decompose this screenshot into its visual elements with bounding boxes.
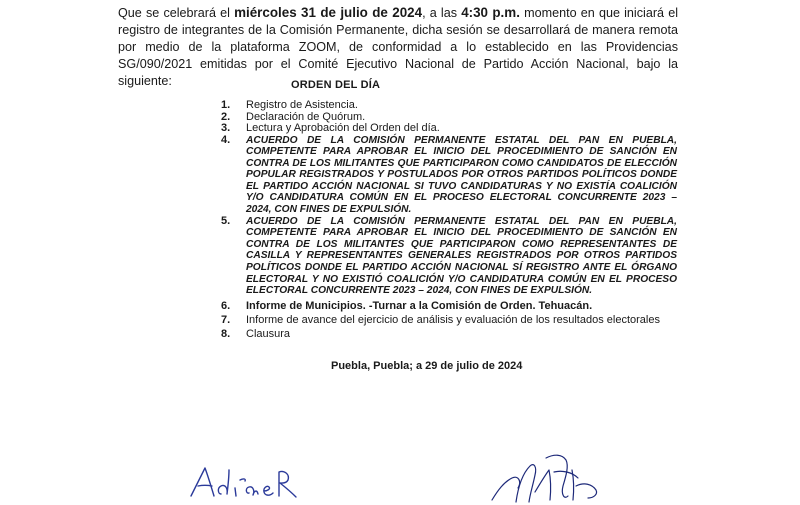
agenda-item-number: 7. bbox=[221, 314, 231, 327]
agenda-heading: ORDEN DEL DÍA bbox=[291, 79, 381, 91]
agenda-item-3 bbox=[221, 123, 677, 135]
intro-paragraph bbox=[118, 4, 678, 90]
agenda-item-number: 6. bbox=[221, 299, 231, 312]
agenda-item-number: 1. bbox=[221, 99, 231, 111]
agenda-item-6 bbox=[221, 301, 677, 313]
agenda-item-text: Clausura bbox=[246, 327, 291, 340]
session-time: 4:30 p.m. bbox=[461, 5, 520, 20]
agenda-list bbox=[221, 100, 677, 340]
agenda-item-number: 5. bbox=[221, 214, 231, 227]
agenda-item-text: ACUERDO DE LA COMISIÓN PERMANENTE ESTATAL DEL PAN EN PUEBLA, COMPETENTE PARA APROBAR EL INICIO DEL PROCEDIMIENTO DE SANCIÓN EN CONTRA DE LOS MILITANTES QUE PARTICIPARON COMO REPRESENTANTES DE CASILLA Y REPRESENTANTES GENERALES REGISTRADOS POR OTROS PARTIDOS POLÍTICOS DONDE EL PARTIDO ACCIÓN NACIONAL SÍ REGISTRO ANTE EL ÓRGANO ELECTORAL Y NO EXISTIÓ COALICIÓN Y/O CANDIDATURA COMÚN EN EL PROCESO ELECTORAL CONCURRENTE 2023 – 2024, CON FINES DE EXPULSIÓN. bbox=[246, 215, 677, 297]
session-date: miércoles 31 de julio de 2024 bbox=[234, 5, 423, 20]
agenda-item-text: Lectura y Aprobación del Orden del día. bbox=[246, 122, 440, 134]
agenda-item-4 bbox=[221, 135, 677, 216]
agenda-item-text: Informe de Municipios. -Turnar a la Comisión de Orden. Tehuacán. bbox=[246, 299, 593, 312]
place-and-date: Puebla, Puebla; a 29 de julio de 2024 bbox=[331, 360, 523, 372]
agenda-item-1 bbox=[221, 100, 677, 112]
agenda-item-text: Informe de avance del ejercicio de análisis y evaluación de los resultados electorales bbox=[246, 314, 660, 327]
intro-text-1: Que se celebrará el bbox=[118, 6, 235, 20]
agenda-item-number: 3. bbox=[221, 122, 231, 134]
agenda-item-text: Registro de Asistencia. bbox=[246, 99, 358, 111]
agenda-item-8 bbox=[221, 329, 677, 341]
intro-text-2: , a las bbox=[422, 6, 462, 20]
signature-left bbox=[188, 458, 308, 505]
intro-text-3: momento en que iniciará el registro de integrantes de la Comisión Permanente, dicha sesión se desarrollará de manera remota por medio de la plataforma ZOOM, de conformidad a lo establecido en las Providencias SG/090/2021 emitidas por el Comité Ejecutivo Nacional de Partido Acción Nacional, bajo la siguiente: bbox=[118, 6, 678, 88]
agenda-item-number: 8. bbox=[221, 327, 231, 340]
agenda-item-5 bbox=[221, 216, 677, 297]
agenda-item-7 bbox=[221, 315, 677, 327]
agenda-item-text: Declaración de Quórum. bbox=[246, 110, 366, 123]
agenda-item-text: ACUERDO DE LA COMISIÓN PERMANENTE ESTATAL DEL PAN EN PUEBLA, COMPETENTE PARA APROBAR EL INICIO DEL PROCEDIMIENTO DE SANCIÓN EN CONTRA DE LOS MILITANTES QUE PARTICIPARON COMO CANDIDATOS DE ELECCIÓN POPULAR REGISTRADOS Y POSTULADOS POR OTROS PARTIDOS POLÍTICOS DONDE EL PARTIDO ACCIÓN NACIONAL SI TUVO CANDIDATURAS Y NO EXISTÍA COALICIÓN Y/O CANDIDATURA COMÚN EN EL PROCESO ELECTORAL CONCURRENTE 2023 – 2024, CON FINES DE EXPULSIÓN. bbox=[246, 134, 677, 216]
signature-right bbox=[488, 448, 618, 505]
agenda-item-number: 2. bbox=[221, 110, 231, 123]
agenda-item-number: 4. bbox=[221, 133, 231, 146]
